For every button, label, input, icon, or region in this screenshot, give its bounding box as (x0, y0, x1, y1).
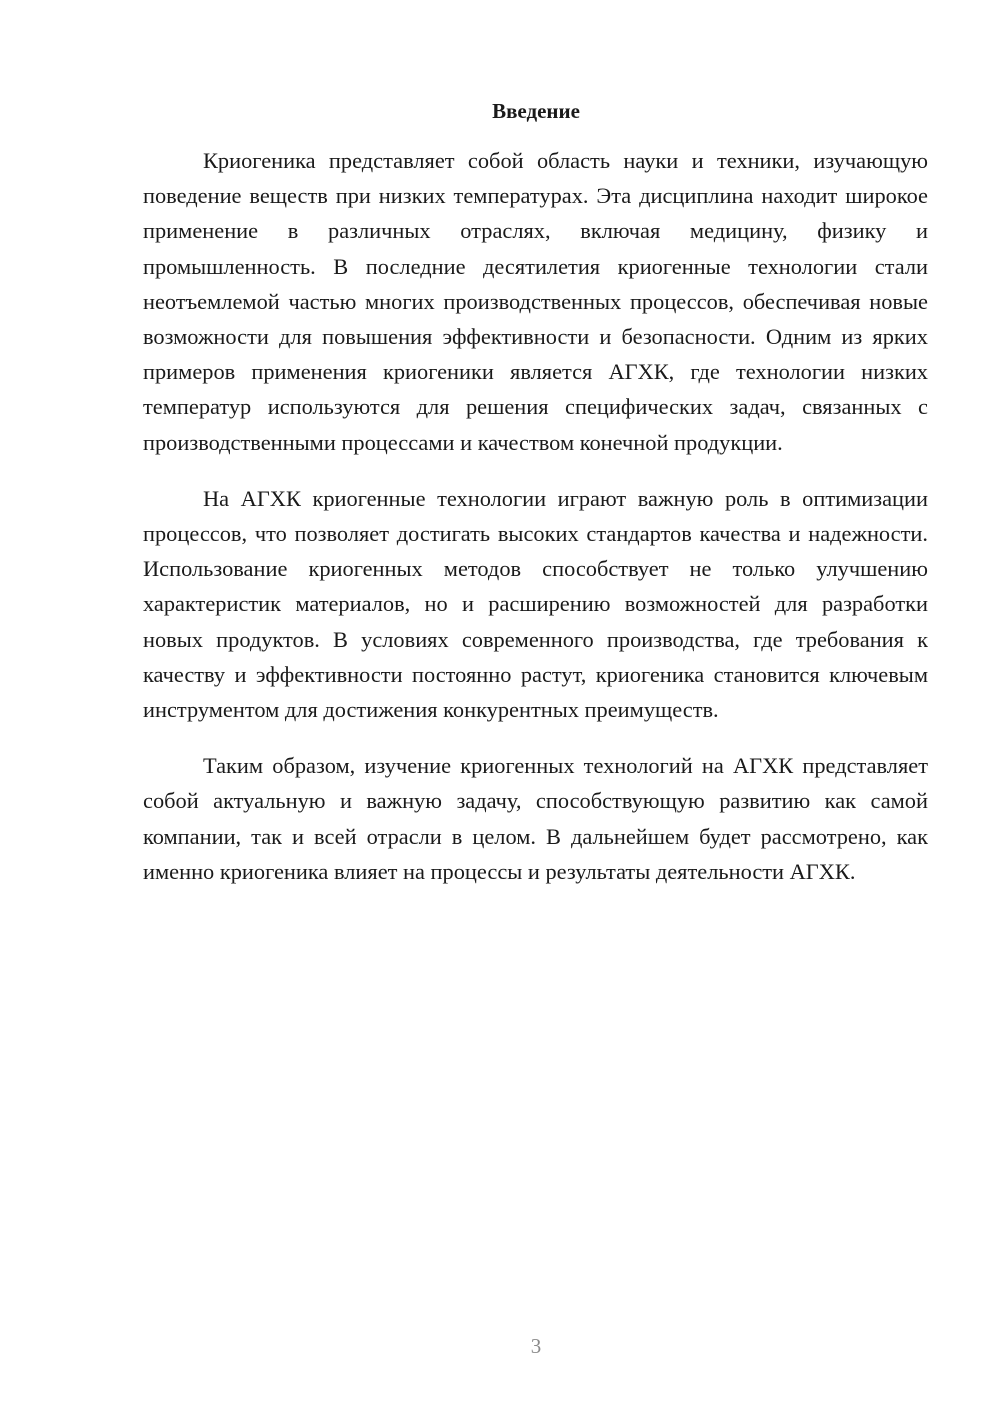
document-body (143, 143, 928, 910)
page-number: 3 (530, 1334, 542, 1358)
section-heading: Введение (492, 99, 580, 123)
paragraph-1: Криогеника представляет собой область науки и техники, изучающую поведение веществ при низких температурах. Эта дисциплина находит широкое применение в различных отраслях, включая медицину, физику и промышленность. В последние десятилетия криогенные технологии стали неотъемлемой частью многих производственных процессов, обеспечивая новые возможности для повышения эффективности и безопасности. Одним из ярких примеров применения криогеники является АГХК, где технологии низких температур используются для решения специфических задач, связанных с производственными процессами и качеством конечной продукции. (143, 148, 928, 455)
paragraph-3: Таким образом, изучение криогенных технологий на АГХК представляет собой актуальную и важную задачу, способствующую развитию как самой компании, так и всей отрасли в целом. В дальнейшем будет рассмотрено, как именно криогеника влияет на процессы и результаты деятельности АГХК. (143, 753, 928, 884)
paragraph-2: На АГХК криогенные технологии играют важную роль в оптимизации процессов, что позволяет достигать высоких стандартов качества и надежности. Использование криогенных методов способствует не только улучшению характеристик материалов, но и расширению возможностей для разработки новых продуктов. В условиях современного производства, где требования к качеству и эффективности постоянно растут, криогеника становится ключевым инструментом для достижения конкурентных преимуществ. (143, 485, 928, 723)
